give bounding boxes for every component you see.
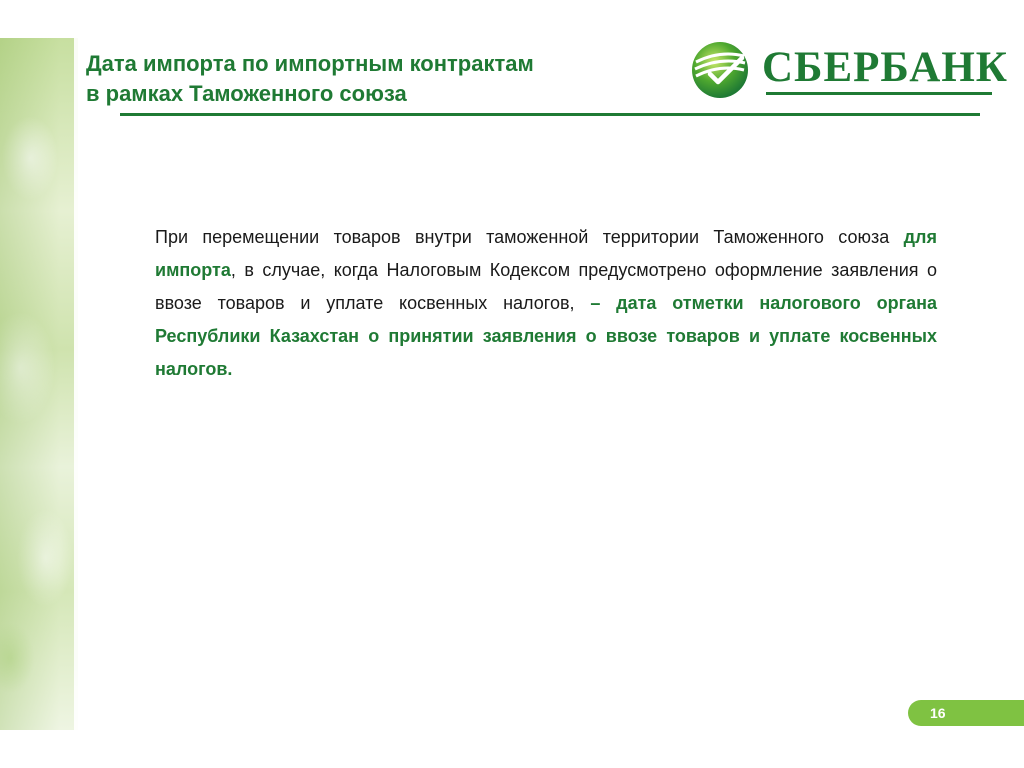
highlight-import: для импорта: [155, 227, 937, 280]
sberbank-logo: [690, 40, 1008, 100]
body-text-segment: При перемещении товаров внутри таможенной территории Таможенного союза: [155, 227, 904, 247]
logo-underline: [766, 92, 992, 95]
page-number-badge: [908, 700, 1024, 726]
slide-title-line-1: Дата импорта по импортным контрактам: [86, 51, 534, 76]
body-paragraph: [155, 221, 937, 386]
slide-title-line-2: в рамках Таможенного союза: [86, 81, 407, 106]
highlight-definition: – дата отметки налогового органа Республики Казахстан о принятии заявления о ввозе товаров и уплате косвенных налогов.: [155, 293, 937, 379]
logo-wordmark: СБЕРБАНК: [762, 44, 1008, 91]
title-divider: [120, 113, 980, 116]
sberbank-logo-icon: [690, 40, 750, 100]
side-panel-shade: [0, 38, 74, 730]
slide-title: [86, 49, 686, 109]
page-number: 16: [930, 705, 946, 721]
body-text-segment: , в случае, когда Налоговым Кодексом предусмотрено оформление заявления о ввозе товаров и уплате косвенных налогов,: [155, 260, 937, 313]
